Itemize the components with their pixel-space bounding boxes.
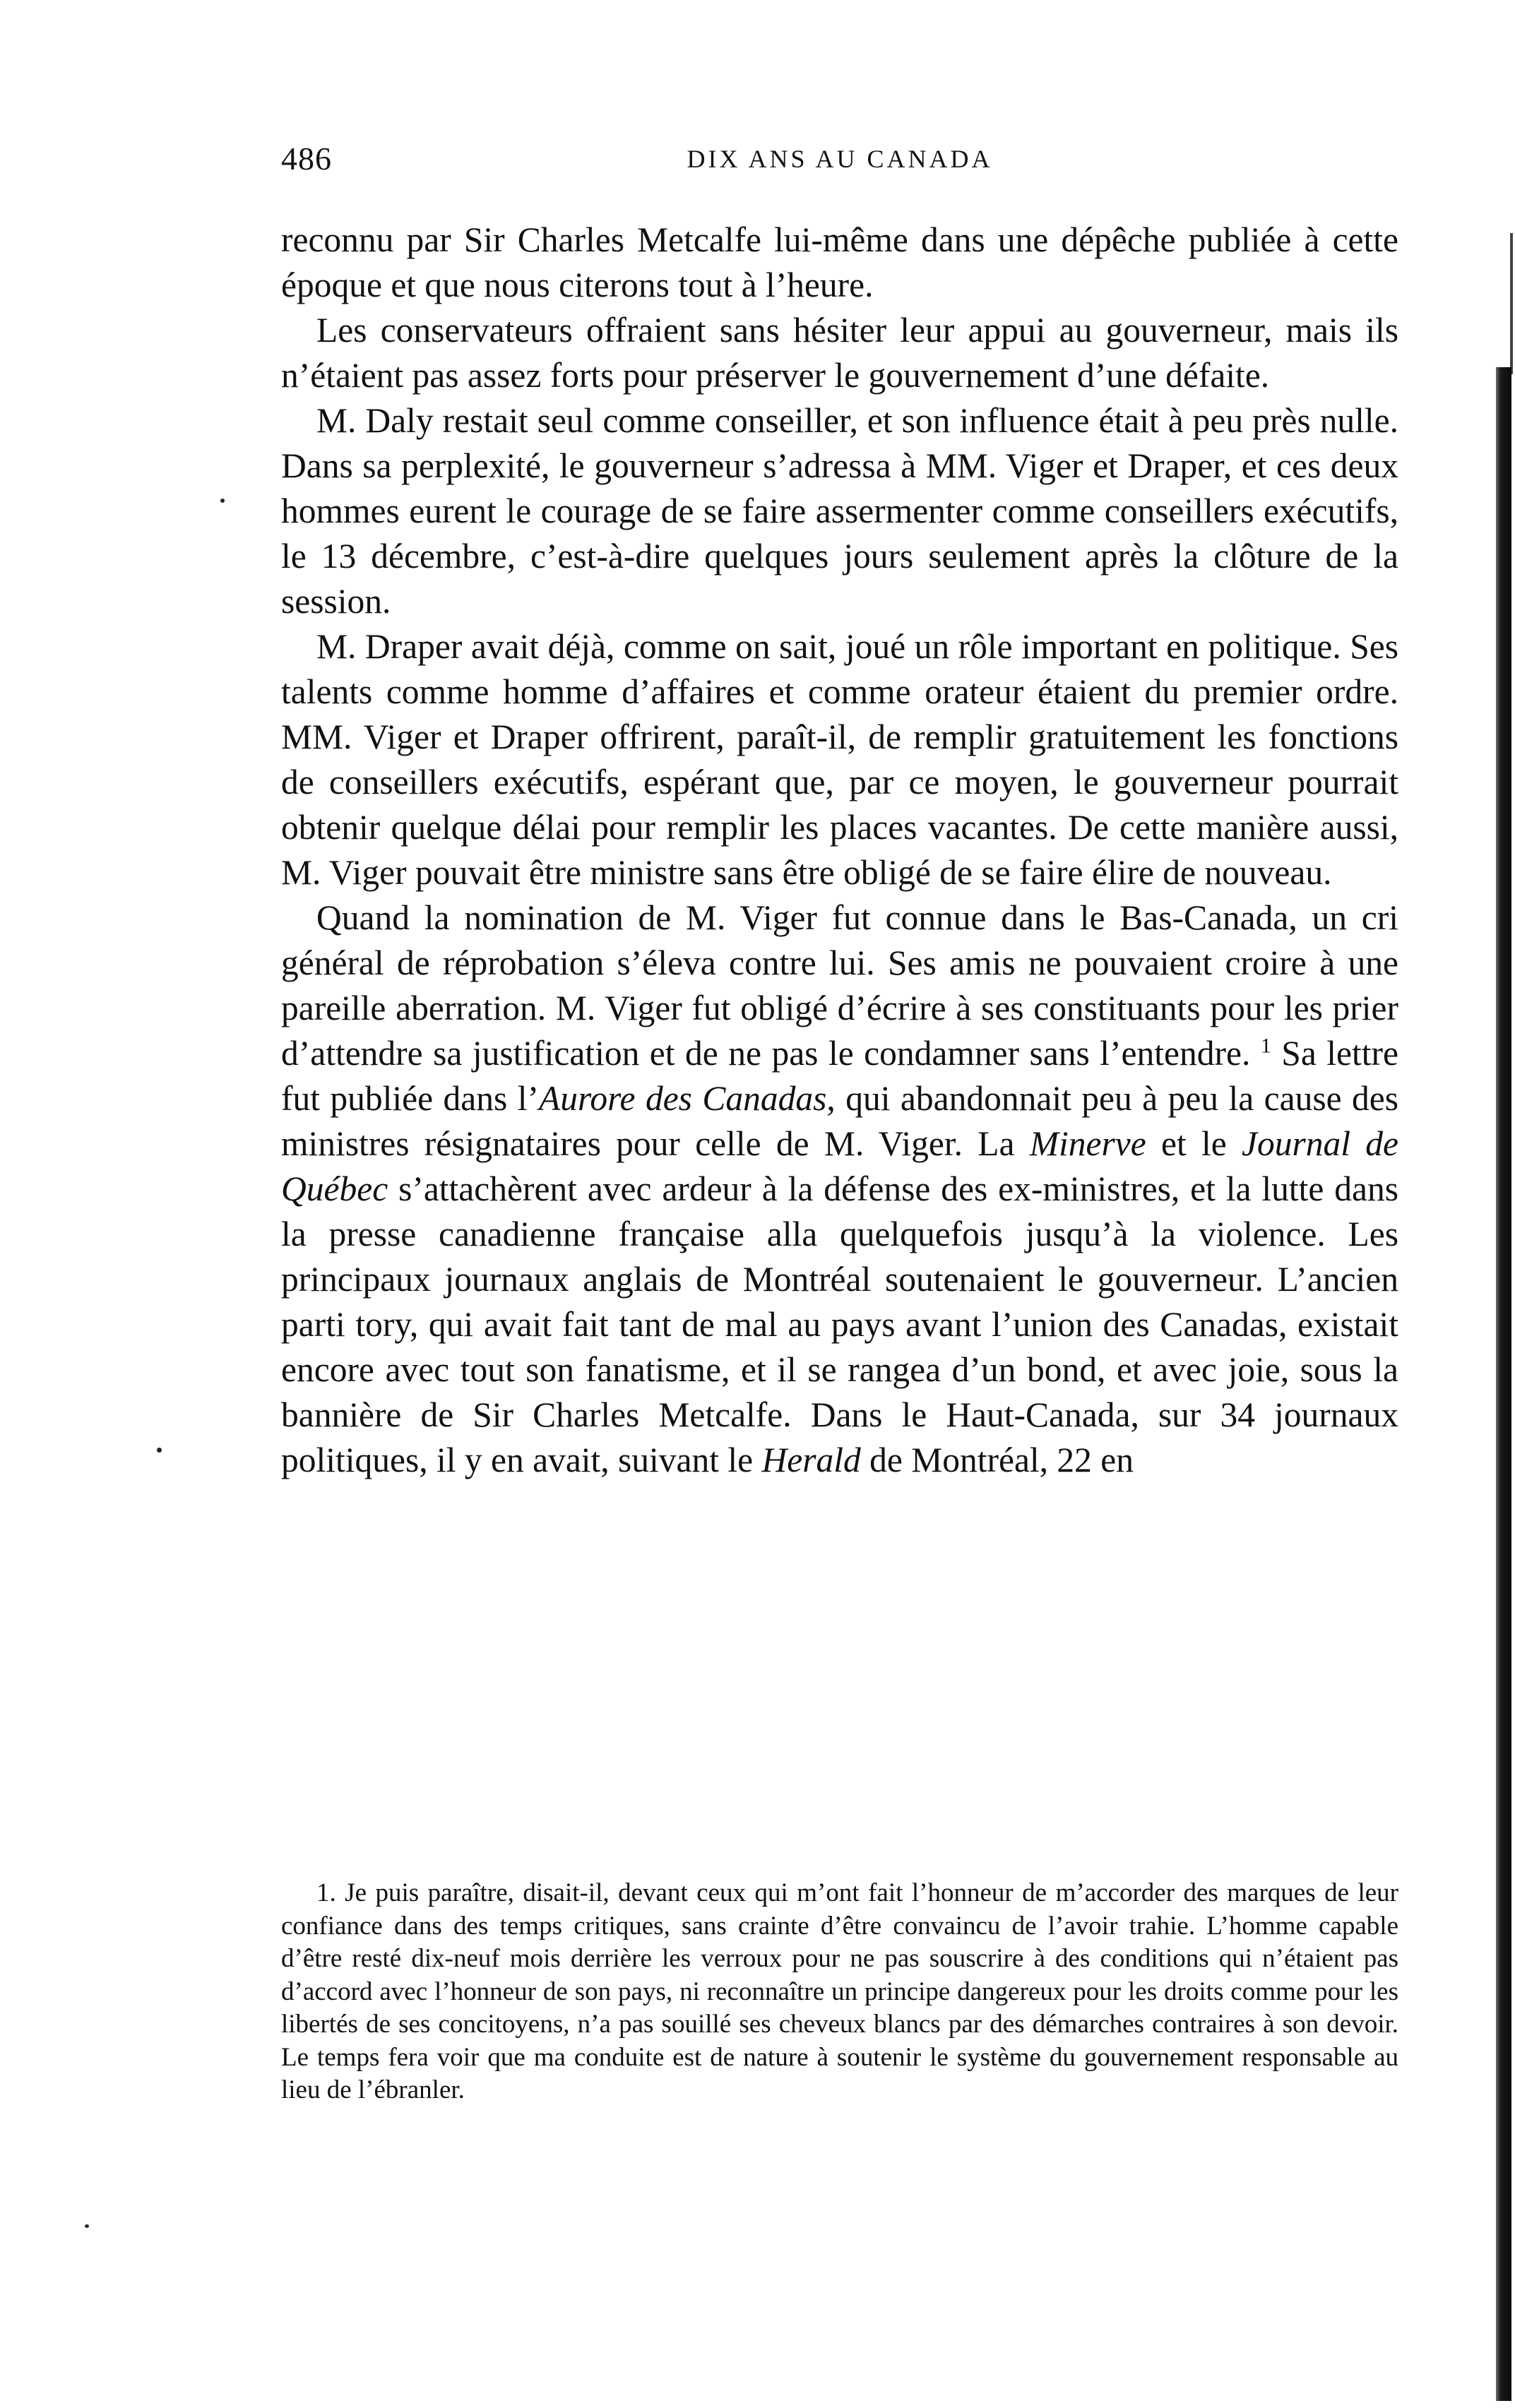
footnote-text: 1. Je puis paraître, disait-il, devant ceux qui m’ont fait l’honneur de m’accorder des marques de leur confiance dans des temps critiques, sans crainte d’être convaincu de l’avoir trahie. L’homme capable d’être resté dix-neuf mois derrière les verroux pour ne pas souscrire à des conditions qui n’étaient pas d’accord avec l’honneur de son pays, ni reconnaître un principe dangereux pour les droits comme pour les libertés de ses concitoyens, n’a pas souillé ses cheveux blancs par des démarches contraires à son devoir. Le temps fera voir que ma conduite est de nature à soutenir le système du gouvernement responsable au lieu de l’ébranler. bbox=[281, 1878, 1398, 2104]
page-header bbox=[281, 140, 1398, 182]
paragraph-viger-nomination bbox=[281, 895, 1398, 1483]
text-run: Sa lettre fut publiée dans l’ bbox=[281, 1034, 1398, 1118]
newspaper-title-aurore: Aurore des Canadas bbox=[538, 1079, 827, 1118]
text-run: s’attachèrent avec ardeur à la défense des ex-ministres, et la lutte dans la presse canadienne française alla quelquefois jusqu’à la violence. Les principaux journaux anglais de Montréal soutenaient le gouverneur. L’ancien parti tory, qui avait fait tant de mal au pays avant l’union des Canadas, existait encore avec tout son fanatisme, et il se rangea d’un bond, et avec joie, sous la bannière de Sir Charles Metcalfe. Dans le Haut-Canada, sur 34 journaux politiques, il y en avait, suivant le bbox=[281, 1169, 1398, 1479]
margin-speck bbox=[85, 2224, 89, 2228]
page-edge-shadow-top bbox=[1510, 233, 1513, 374]
body-text bbox=[281, 217, 1398, 1483]
newspaper-title-herald: Herald bbox=[761, 1441, 861, 1479]
margin-speck bbox=[157, 1448, 162, 1453]
text-run: Quand la nomination de M. Viger fut connue dans le Bas-Canada, un cri général de réprobation s’éleva contre lui. Ses amis ne pouvaient croire à une pareille aberration. M. Viger fut obligé d’écrire à ses constituants pour les prier d’attendre sa justification et de ne pas le condamner sans l’entendre. bbox=[281, 898, 1398, 1073]
footnote bbox=[281, 1877, 1398, 2107]
newspaper-title-journal: Journal de Québec bbox=[281, 1124, 1398, 1208]
footnote-reference: 1 bbox=[1260, 1034, 1271, 1058]
paragraph-conservatives: Les conservateurs offraient sans hésiter leur appui au gouverneur, mais ils n’étaient pas assez forts pour préserver le gouvernement d’une défaite. bbox=[281, 311, 1398, 395]
running-title: DIX ANS AU CANADA bbox=[687, 145, 993, 173]
text-run: de Montréal, 22 en bbox=[860, 1441, 1134, 1479]
page-edge-shadow bbox=[1496, 367, 1511, 2401]
page-number: 486 bbox=[281, 141, 332, 177]
paragraph-daly: M. Daly restait seul comme conseiller, et son influence était à peu près nulle. Dans sa perplexité, le gouverneur s’adressa à MM. Viger et Draper, et ces deux hommes eurent le courage de se faire assermenter comme conseillers exécutifs, le 13 décembre, c’est-à-dire quelques jours seulement après la clôture de la session. bbox=[281, 401, 1398, 621]
newspaper-title-minerve: Minerve bbox=[1029, 1124, 1146, 1163]
text-run: , qui abandonnait peu à peu la cause des ministres résignataires pour celle de M. Viger. La bbox=[281, 1079, 1398, 1163]
margin-speck bbox=[220, 499, 225, 503]
paragraph-draper: M. Draper avait déjà, comme on sait, joué un rôle important en politique. Ses talents comme homme d’affaires et comme orateur étaient du premier ordre. MM. Viger et Draper offrirent, paraît-il, de remplir gratuitement les fonctions de conseillers exécutifs, espérant que, par ce moyen, le gouverneur pourrait obtenir quelque délai pour remplir les places vacantes. De cette manière aussi, M. Viger pouvait être ministre sans être obligé de se faire élire de nouveau. bbox=[281, 627, 1398, 892]
paragraph-continued: reconnu par Sir Charles Metcalfe lui-même dans une dépêche publiée à cette époque et que nous citerons tout à l’heure. bbox=[281, 220, 1398, 304]
text-run: et le bbox=[1146, 1124, 1242, 1163]
